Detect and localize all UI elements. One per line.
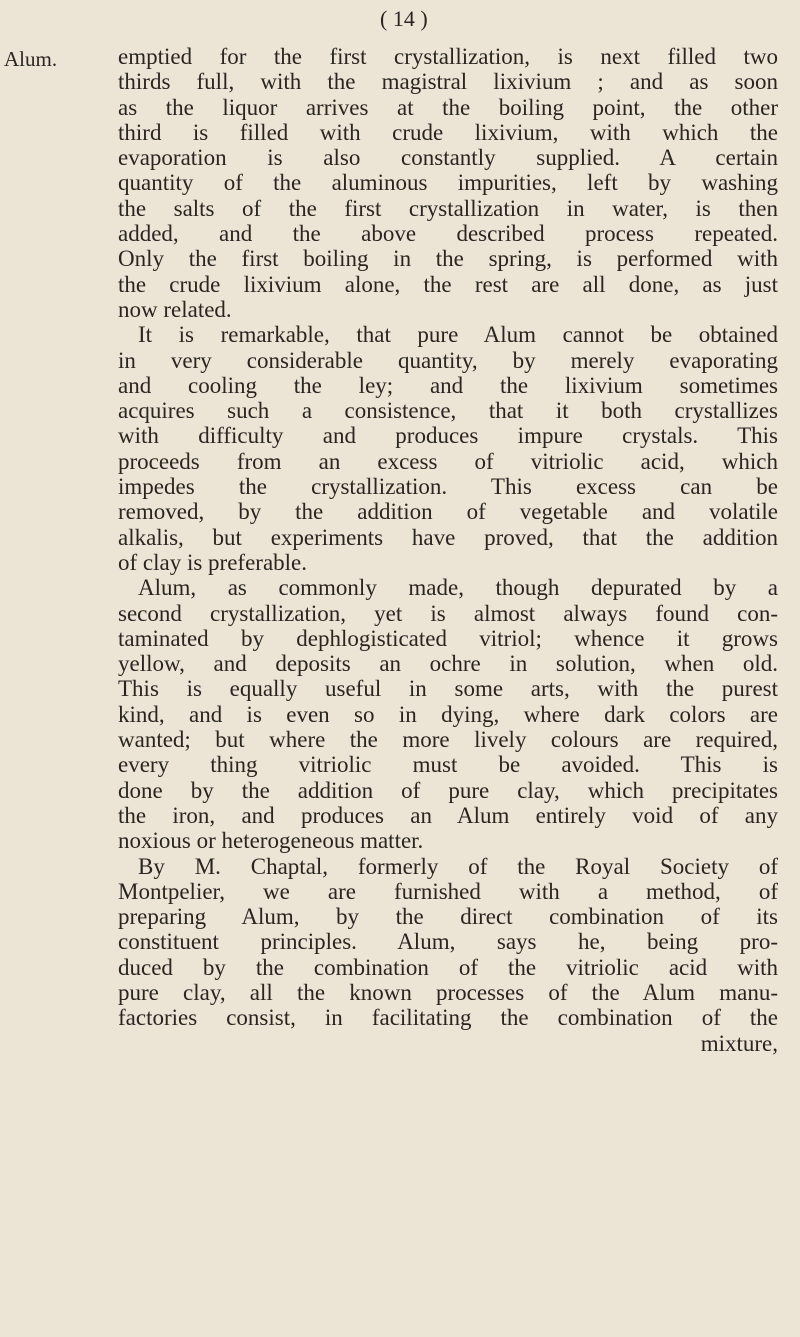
text-line: proceeds from an excess of vitriolic acid, which — [118, 448, 778, 474]
text-line: evaporation is also constantly supplied. A certain — [118, 145, 778, 171]
text-line: impedes the crystallization. This excess can be — [118, 474, 778, 500]
page-number: ( 14 ) — [380, 6, 428, 31]
text-line: duced by the combination of the vitriolic acid with — [118, 954, 778, 980]
text-line: in very considerable quantity, by merely evaporating — [118, 347, 778, 373]
text-line: wanted; but where the more lively colours are required, — [118, 727, 778, 753]
text-line: preparing Alum, by the direct combination of its — [118, 904, 778, 930]
text-line: added, and the above described process repeated. — [118, 221, 778, 247]
text-line: done by the addition of pure clay, which precipitates — [118, 777, 778, 803]
text-line: taminated by dephlogisticated vitriol; whence it grows — [118, 625, 778, 651]
catchword: mixture, — [700, 1030, 778, 1056]
text-line: By M. Chaptal, formerly of the Royal Society of — [138, 853, 778, 879]
text-line: the crude lixivium alone, the rest are all done, as just — [118, 271, 778, 297]
text-line: factories consist, in facilitating the combination of the — [118, 1005, 778, 1031]
text-line: Montpelier, we are furnished with a method, of — [118, 878, 778, 904]
text-line: quantity of the aluminous impurities, left by washing — [118, 170, 778, 196]
text-line: Only the first boiling in the spring, is performed with — [118, 246, 778, 272]
text-line: It is remarkable, that pure Alum cannot be obtained — [138, 322, 778, 348]
body-text — [118, 44, 778, 1056]
text-line: as the liquor arrives at the boiling point, the other — [118, 94, 778, 120]
text-line: and cooling the ley; and the lixivium sometimes — [118, 372, 778, 398]
margin-note: Alum. — [4, 47, 58, 71]
text-line: alkalis, but experiments have proved, that the addition — [118, 524, 778, 550]
text-line: noxious or heterogeneous matter. — [118, 828, 424, 854]
text-line: third is filled with crude lixivium, with which the — [118, 119, 778, 145]
text-line: with difficulty and produces impure crystals. This — [118, 423, 778, 449]
text-line: constituent principles. Alum, says he, being pro- — [118, 929, 778, 955]
text-line: Alum, as commonly made, though depurated by a — [138, 575, 778, 601]
text-line: the iron, and produces an Alum entirely void of any — [118, 802, 778, 828]
text-line: of clay is preferable. — [118, 549, 308, 575]
text-line: pure clay, all the known processes of the Alum manu- — [118, 979, 778, 1005]
text-line: emptied for the first crystallization, is next filled two — [118, 44, 778, 69]
text-line: the salts of the first crystallization in water, is then — [118, 195, 778, 221]
text-line: second crystallization, yet is almost always found con- — [118, 600, 778, 626]
text-line: yellow, and deposits an ochre in solution, when old. — [118, 651, 778, 677]
text-line: This is equally useful in some arts, with the purest — [118, 676, 778, 702]
text-line: thirds full, with the magistral lixivium ; and as soon — [118, 69, 778, 95]
text-line: now related. — [118, 296, 232, 322]
text-line: acquires such a consistence, that it both crystallizes — [118, 398, 778, 424]
text-line: kind, and is even so in dying, where dark colors are — [118, 701, 778, 727]
text-line: every thing vitriolic must be avoided. This is — [118, 752, 778, 778]
text-line: removed, by the addition of vegetable and volatile — [118, 499, 778, 525]
